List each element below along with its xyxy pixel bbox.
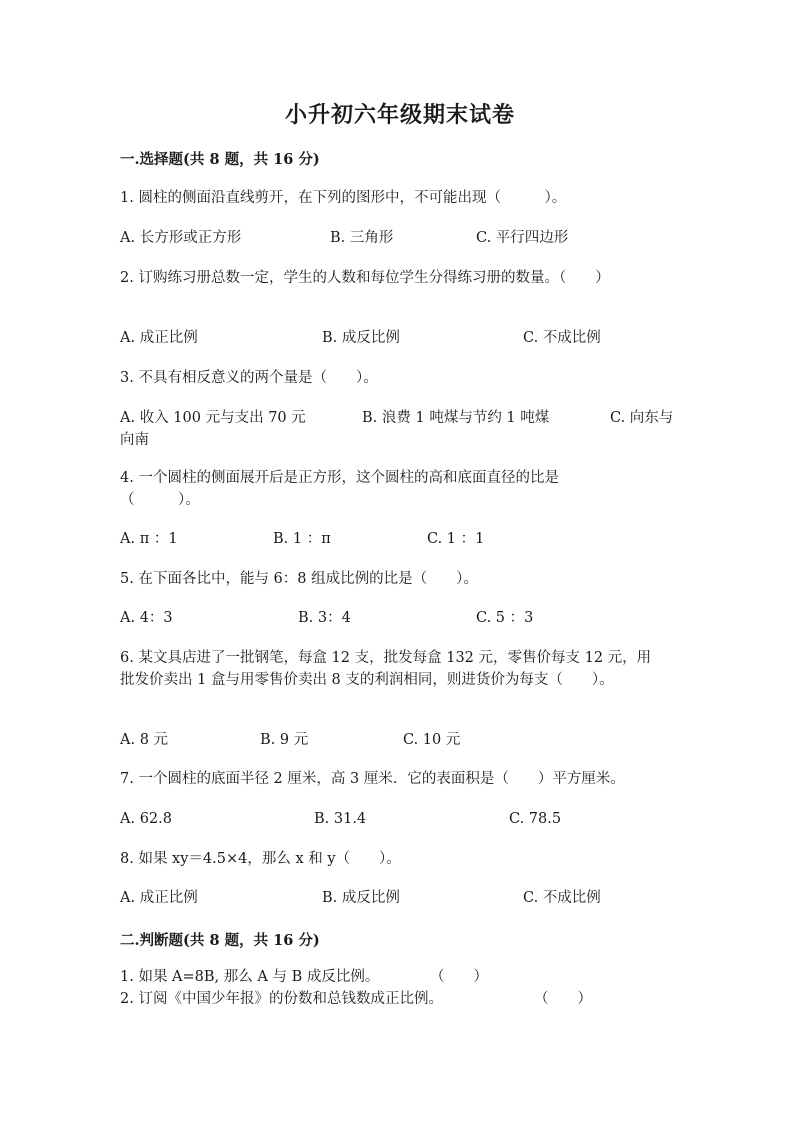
question-1: 1. 圆柱的侧面沿直线剪开，在下列的图形中，不可能出现（ ）。 — [120, 190, 567, 206]
question-6: 6. 某文具店进了一批钢笔，每盒 12 支，批发每盒 132 元，零售价每支 12 元，用批发价卖出 1 盒与用零售价卖出 8 支的利润相同，则进货价为每支（ ）。 — [120, 650, 652, 688]
option-b: B. 成反比例 — [322, 330, 400, 346]
question-2: 2. 订购练习册总数一定，学生的人数和每位学生分得练习册的数量。（ ） — [120, 270, 610, 286]
option-b: B. 9 元 — [260, 732, 309, 748]
question-3: 3. 不具有相反意义的两个量是（ ）。 — [120, 370, 378, 386]
section-heading-judge: 二.判断题(共 8 题，共 16 分) — [120, 932, 320, 949]
option-a: A. π ：1 — [120, 531, 178, 547]
option-c: C. 不成比例 — [523, 890, 601, 906]
option-b: B. 成反比例 — [322, 890, 400, 906]
option-a: A. 4：3 — [120, 610, 173, 626]
option-c: C. 向东与向南 — [120, 410, 674, 448]
option-b: B. 三角形 — [330, 230, 394, 246]
question-5: 5. 在下面各比中，能与 6：8 组成比例的比是（ ）。 — [120, 571, 478, 587]
judge-question-text: 1. 如果 A=8B, 那么 A 与 B 成反比例。 — [120, 969, 380, 985]
judge-question-text: 2. 订阅《中国少年报》的份数和总钱数成正比例。 — [120, 991, 443, 1007]
option-c: C. 5 ：3 — [476, 610, 534, 626]
option-a: A. 收入 100 元与支出 70 元 — [120, 410, 306, 426]
question-7: 7. 一个圆柱的底面半径 2 厘米，高 3 厘米．它的表面积是（ ）平方厘米。 — [120, 771, 625, 787]
option-c: C. 78.5 — [509, 811, 562, 827]
question-8: 8. 如果 xy＝4.5×4，那么 x 和 y（ ）。 — [120, 851, 401, 867]
option-a: A. 成正比例 — [120, 330, 198, 346]
option-c: C. 10 元 — [403, 732, 461, 748]
option-b: B. 1 ：π — [273, 531, 331, 547]
section-heading-choice: 一.选择题(共 8 题，共 16 分) — [120, 151, 320, 168]
option-a: A. 8 元 — [120, 732, 169, 748]
option-c: C. 平行四边形 — [476, 230, 569, 246]
answer-blank: （ ） — [534, 991, 592, 1007]
option-a: A. 62.8 — [120, 811, 172, 827]
option-c: C. 1 ：1 — [427, 531, 485, 547]
answer-blank: （ ） — [430, 969, 488, 985]
option-b: B. 3：4 — [298, 610, 351, 626]
option-b: B. 浪费 1 吨煤与节约 1 吨煤 — [362, 410, 550, 426]
option-a: A. 长方形或正方形 — [120, 230, 242, 246]
option-c: C. 不成比例 — [523, 330, 601, 346]
question-3-options — [120, 407, 680, 451]
question-4: 4. 一个圆柱的侧面展开后是正方形，这个圆柱的高和底面直径的比是（ ）。 — [120, 470, 559, 508]
option-a: A. 成正比例 — [120, 890, 198, 906]
option-b: B. 31.4 — [314, 811, 367, 827]
page-title: 小升初六年级期末试卷 — [284, 102, 515, 128]
